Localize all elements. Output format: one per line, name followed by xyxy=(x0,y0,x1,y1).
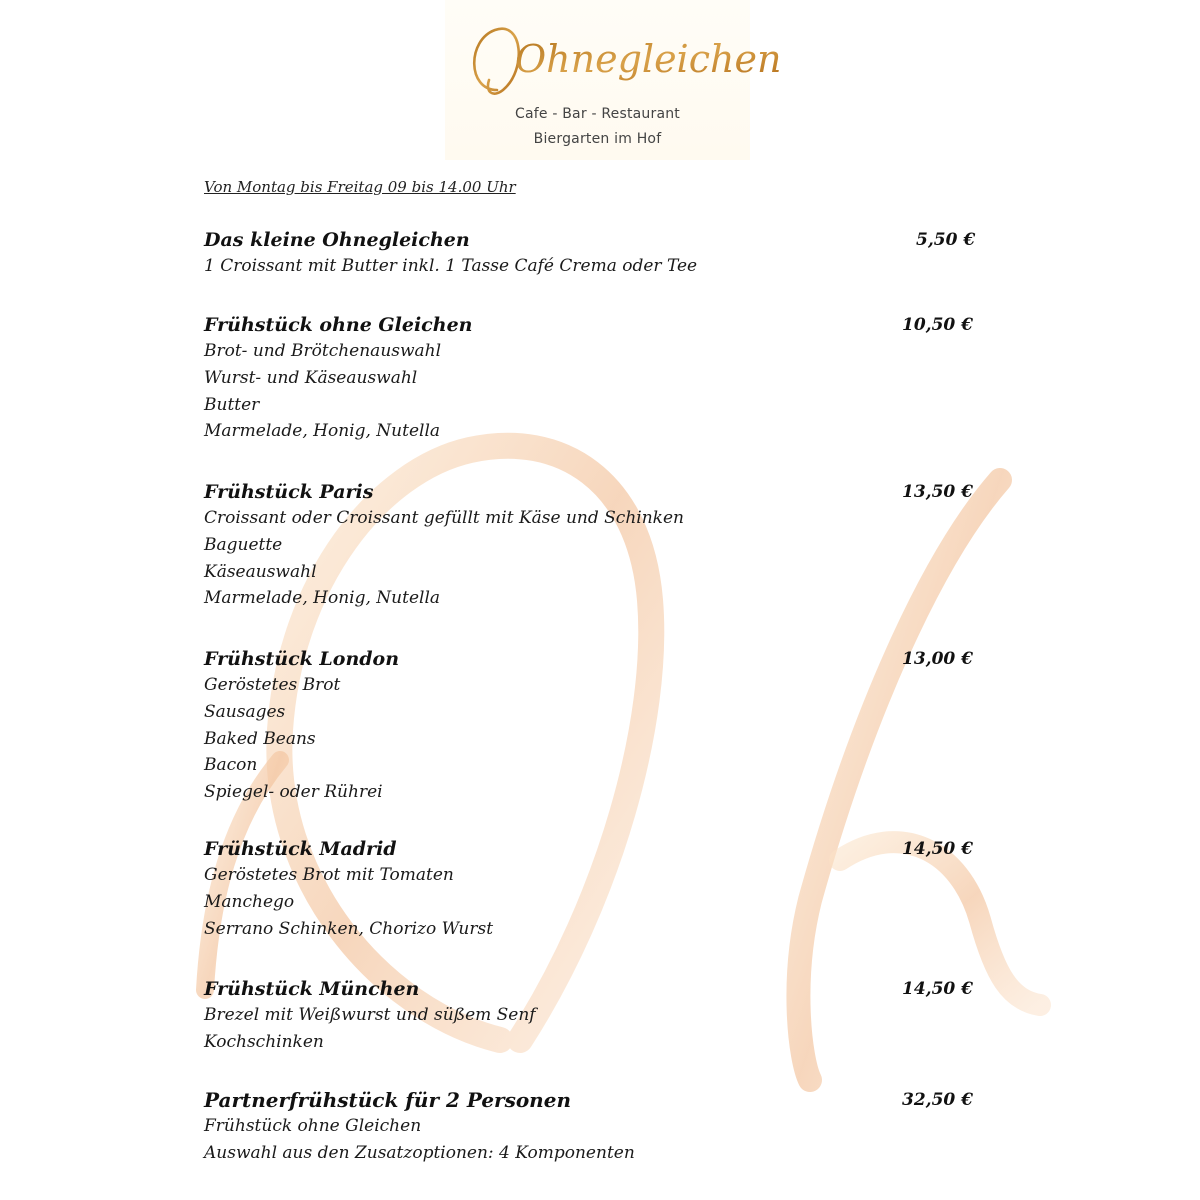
item-line: Bacon xyxy=(204,755,258,776)
item-line: Brezel mit Weißwurst und süßem Senf xyxy=(204,1005,536,1025)
item-title: Frühstück Paris xyxy=(204,481,374,503)
item-line: Manchego xyxy=(204,891,295,912)
item-line: Baked Beans xyxy=(204,728,316,749)
item-price: 5,50 € xyxy=(916,230,976,250)
menu-item xyxy=(204,646,984,806)
item-line: Croissant oder Croissant gefüllt mit Käse und Schinken xyxy=(204,508,684,528)
logo-script-text: Ohnegleichen xyxy=(515,37,782,81)
item-line: Serrano Schinken, Chorizo Wurst xyxy=(204,918,494,939)
item-title: Frühstück Madrid xyxy=(204,838,397,860)
item-line: Frühstück ohne Gleichen xyxy=(204,1116,422,1136)
item-line: Geröstetes Brot mit Tomaten xyxy=(204,865,454,885)
item-line: Kochschinken xyxy=(204,1031,324,1052)
item-line: Butter xyxy=(204,394,260,415)
opening-hours: Von Montag bis Freitag 09 bis 14.00 Uhr xyxy=(204,178,516,196)
item-title: Partnerfrühstück für 2 Personen xyxy=(204,1088,571,1112)
item-price: 14,50 € xyxy=(902,979,973,999)
ohnegleichen-script-logo xyxy=(445,10,782,102)
item-line: Sausages xyxy=(204,701,286,722)
item-line: Geröstetes Brot xyxy=(204,675,341,695)
item-line: Marmelade, Honig, Nutella xyxy=(204,588,441,609)
item-line: Spiegel- oder Rührei xyxy=(204,782,383,803)
item-price: 10,50 € xyxy=(902,315,973,335)
item-price: 13,50 € xyxy=(902,482,973,502)
item-title: Frühstück ohne Gleichen xyxy=(204,314,473,336)
item-line: Auswahl aus den Zusatzoptionen: 4 Komponenten xyxy=(204,1142,635,1163)
logo-tagline: Cafe - Bar - Restaurant xyxy=(515,106,680,122)
item-line: Marmelade, Honig, Nutella xyxy=(204,421,441,442)
menu-item xyxy=(204,1087,984,1167)
item-line: Käseauswahl xyxy=(204,561,317,582)
item-price: 14,50 € xyxy=(902,839,973,859)
item-title: Frühstück München xyxy=(204,978,420,1000)
item-price: 32,50 € xyxy=(902,1090,973,1110)
menu-item xyxy=(204,976,984,1056)
logo-subline: Biergarten im Hof xyxy=(533,131,662,147)
item-line: Wurst- und Käseauswahl xyxy=(204,367,418,388)
item-price: 13,00 € xyxy=(902,649,973,669)
item-title: Frühstück London xyxy=(204,648,400,670)
item-line: 1 Croissant mit Butter inkl. 1 Tasse Café Crema oder Tee xyxy=(204,256,698,276)
menu-item xyxy=(204,836,984,942)
item-line: Brot- und Brötchenauswahl xyxy=(204,341,442,361)
menu-item xyxy=(204,227,984,280)
restaurant-logo xyxy=(445,0,782,160)
menu-item xyxy=(204,312,984,445)
item-line: Baguette xyxy=(204,534,283,555)
menu-item xyxy=(204,479,984,612)
item-title: Das kleine Ohnegleichen xyxy=(204,229,470,251)
